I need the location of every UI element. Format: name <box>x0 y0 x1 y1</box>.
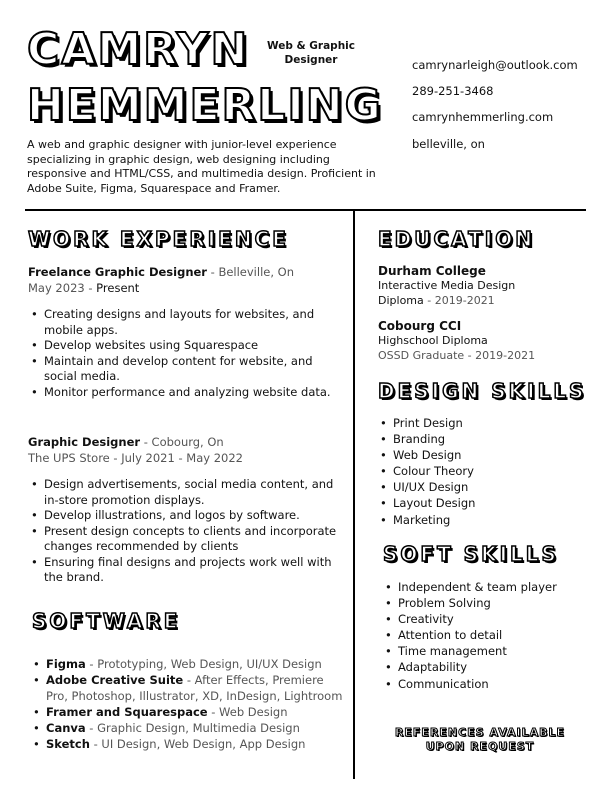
list-item: • Independent & team player <box>382 579 592 595</box>
job-dates <box>28 281 338 297</box>
credential-type: Diploma <box>378 294 424 308</box>
credential <box>378 349 578 364</box>
software-name: Figma <box>46 657 86 671</box>
job-entry <box>28 435 338 586</box>
program-name: Interactive Media Design <box>378 279 516 293</box>
software-name: Framer and Squarespace <box>46 705 208 720</box>
job-role: Graphic Designer <box>28 435 141 449</box>
job-entry <box>28 265 338 400</box>
vertical-divider <box>353 211 355 779</box>
references-note <box>380 726 580 755</box>
credential <box>378 294 578 309</box>
job-dates-range: May 2023 - <box>28 280 97 295</box>
job-present: Present <box>96 280 140 295</box>
software-detail: - Graphic Design, Multimedia Design <box>85 721 300 736</box>
software-name: Sketch <box>46 737 90 752</box>
list-item: • Monitor performance and analyzing website data. <box>28 385 338 401</box>
list-item: • Marketing <box>377 512 577 528</box>
list-item <box>30 656 345 672</box>
references-line: REFERENCES AVAILABLE <box>394 726 566 739</box>
software-detail: - Web Design <box>207 705 288 720</box>
list-item: • Ensuring final designs and projects work well with the brand. <box>28 555 338 586</box>
list-item: • Colour Theory <box>377 463 577 479</box>
list-item <box>30 704 345 720</box>
school-name: Durham College <box>378 264 486 278</box>
job-dates-range: The UPS Store - July 2021 - May 2022 <box>28 450 243 465</box>
program-name: Highschool Diploma <box>378 334 488 348</box>
school-name: Cobourg CCI <box>378 319 462 333</box>
list-item: • Problem Solving <box>382 595 592 611</box>
credential-years: - 2019-2021 <box>464 349 536 363</box>
list-item: • Web Design <box>377 447 577 463</box>
job-location: - Belleville, On <box>206 265 294 279</box>
job-header <box>28 435 338 451</box>
soft-skills-heading: SOFT SKILLS <box>383 542 559 566</box>
job-bullets <box>28 477 338 586</box>
list-item: • Develop websites using Squarespace <box>28 338 338 354</box>
contact-email[interactable]: camrynarleigh@outlook.com <box>412 58 578 72</box>
job-header <box>28 265 338 281</box>
contact-location: belleville, on <box>412 137 485 151</box>
list-item <box>30 672 345 704</box>
list-item: • Attention to detail <box>382 627 592 643</box>
list-item: • Design advertisements, social media content, and in-store promotion displays. <box>28 477 338 508</box>
design-skills-heading: DESIGN SKILLS <box>378 379 587 403</box>
credential-years: - 2019-2021 <box>423 294 495 308</box>
design-skills-list <box>377 415 577 528</box>
job-location: - Cobourg, On <box>140 435 224 449</box>
education-heading: EDUCATION <box>378 227 535 251</box>
list-item: • Branding <box>377 431 577 447</box>
contact-phone[interactable]: 289-251-3468 <box>412 84 494 98</box>
list-item: • Communication <box>382 676 592 692</box>
job-title: Web & Graphic Designer <box>266 40 355 66</box>
horizontal-divider <box>25 209 586 211</box>
list-item: • UI/UX Design <box>377 479 577 495</box>
software-detail: - UI Design, Web Design, App Design <box>89 737 306 752</box>
software-detail: - After Effects, Premiere Pro, Photoshop, Illustrator, XD, InDesign, Lightroom <box>46 673 343 704</box>
software-list <box>30 656 345 753</box>
job-dates <box>28 451 338 467</box>
list-item: • Maintain and develop content for website, and social media. <box>28 354 338 385</box>
job-bullets <box>28 307 338 400</box>
software-detail: - Prototyping, Web Design, UI/UX Design <box>85 657 322 671</box>
references-line: UPON REQUEST <box>425 740 535 754</box>
summary: A web and graphic designer with junior-level experience specializing in graphic design, web designing including responsive and HTML/CSS, and multimedia design. Proficient in Adobe Suite, Figma, Squarespace and Framer. <box>27 138 376 195</box>
list-item: • Adaptability <box>382 659 592 675</box>
contact-website[interactable]: camrynhemmerling.com <box>412 110 554 124</box>
list-item <box>30 720 345 736</box>
credential-type: OSSD Graduate <box>378 349 465 363</box>
list-item <box>30 736 345 752</box>
list-item: • Develop illustrations, and logos by software. <box>28 508 338 524</box>
job-role: Freelance Graphic Designer <box>28 265 207 279</box>
list-item: • Layout Design <box>377 495 577 511</box>
education-entry <box>378 263 578 309</box>
software-name: Adobe Creative Suite <box>46 673 184 688</box>
list-item: • Present design concepts to clients and incorporate changes recommended by clients <box>28 524 338 555</box>
list-item: • Creativity <box>382 611 592 627</box>
software-name: Canva <box>46 721 86 736</box>
soft-skills-list <box>382 579 592 692</box>
list-item: • Creating designs and layouts for websites, and mobile apps. <box>28 307 338 338</box>
list-item: • Print Design <box>377 415 577 431</box>
list-item: • Time management <box>382 643 592 659</box>
education-entry <box>378 318 578 364</box>
work-experience-heading: WORK EXPERIENCE <box>28 227 289 251</box>
name-last: HEMMERLING <box>27 80 383 131</box>
software-heading: SOFTWARE <box>32 609 181 633</box>
name-first: CAMRYN <box>27 24 250 75</box>
